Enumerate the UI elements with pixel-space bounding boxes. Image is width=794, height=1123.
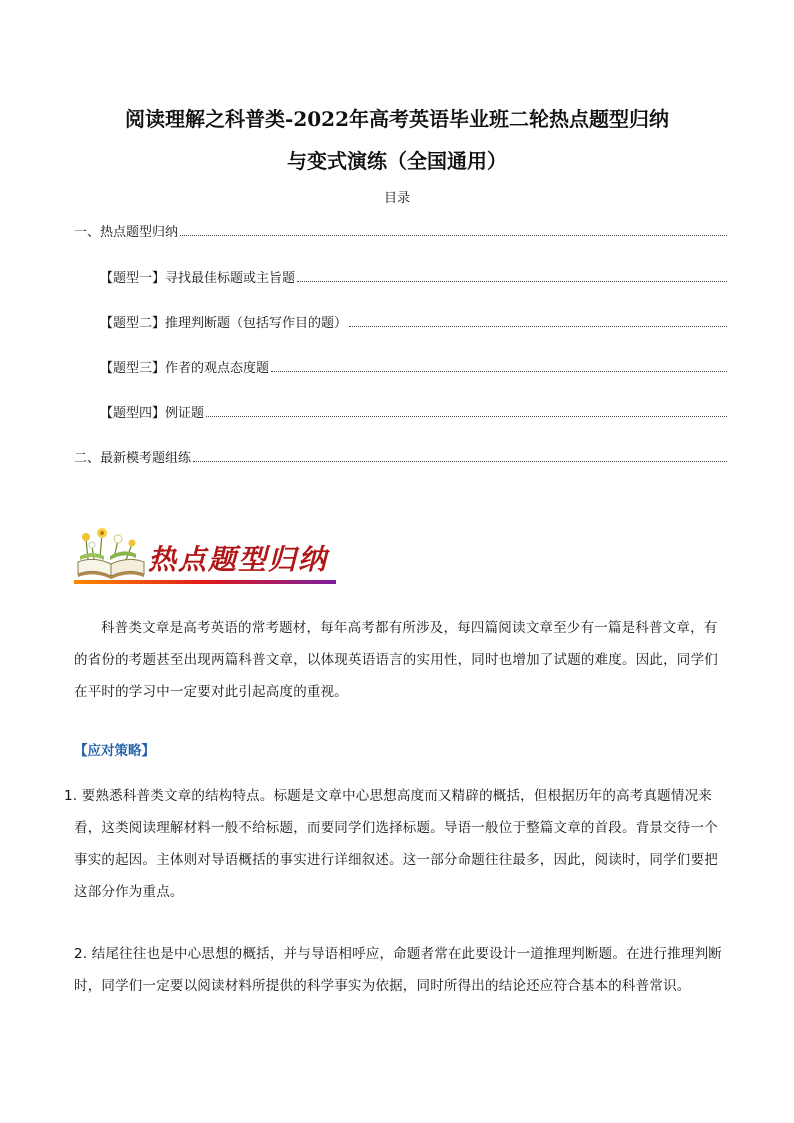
document-title-line2: 与变式演练（全国通用） — [287, 149, 507, 173]
toc-leader-dots — [271, 371, 727, 372]
strategy-heading: 【应对策略】 — [74, 743, 155, 759]
toc-item-label: 二、最新模考题组练 — [74, 451, 192, 466]
toc-item-label: 【题型一】寻找最佳标题或主旨题 — [100, 271, 296, 286]
toc-item-label: 【题型二】推理判断题（包括写作目的题） — [100, 316, 348, 331]
banner-title: 热点题型归纳 — [148, 543, 329, 576]
toc-item-type-4[interactable] — [100, 401, 727, 421]
toc-leader-dots — [193, 461, 727, 462]
intro-paragraph: 科普类文章是高考英语的常考题材，每年高考都有所涉及，每四篇阅读文章至少有一篇是科普文章，有的省份的考题甚至出现两篇科普文章，以体现英语语言的实用性，同时也增加了试题的难度。因此，同学们在平时的学习中一定要对此引起高度的重视。 — [74, 620, 718, 700]
toc-item-type-1[interactable] — [100, 266, 727, 286]
toc-leader-dots — [206, 416, 727, 417]
toc-item-section-1[interactable] — [74, 220, 727, 240]
toc-leader-dots — [180, 235, 727, 236]
toc-item-label: 【题型三】作者的观点态度题 — [100, 361, 270, 376]
toc-leader-dots — [349, 326, 727, 327]
toc-item-type-3[interactable] — [100, 356, 727, 376]
toc-item-section-2[interactable] — [74, 446, 727, 466]
document-title-line1: 阅读理解之科普类-2022年高考英语毕业班二轮热点题型归纳 — [125, 107, 669, 131]
toc-item-label: 一、热点题型归纳 — [74, 225, 179, 240]
toc-item-label: 【题型四】例证题 — [100, 406, 205, 421]
toc-leader-dots — [297, 281, 727, 282]
section-banner — [74, 526, 336, 588]
open-book-flowers-icon — [74, 526, 148, 584]
banner-underline — [74, 580, 336, 584]
toc-heading: 目录 — [383, 191, 410, 206]
strategy-point-2: 2. 结尾往往也是中心思想的概括，并与导语相呼应，命题者常在此要设计一道推理判断题。在进行推理判断时，同学们一定要以阅读材料所提供的科学事实为依据，同时所得出的结论还应符合基本的科普常识。 — [74, 946, 722, 994]
strategy-point-1: 1. 要熟悉科普类文章的结构特点。标题是文章中心思想高度而又精辟的概括，但根据历年的高考真题情况来看，这类阅读理解材料一般不给标题，而要同学们选择标题。导语一般位于整篇文章的首段。背景交待一个事实的起因。主体则对导语概括的事实进行详细叙述。这一部分命题往往最多，因此，阅读时，同学们要把这部分作为重点。 — [64, 788, 718, 900]
toc-item-type-2[interactable] — [100, 311, 727, 331]
